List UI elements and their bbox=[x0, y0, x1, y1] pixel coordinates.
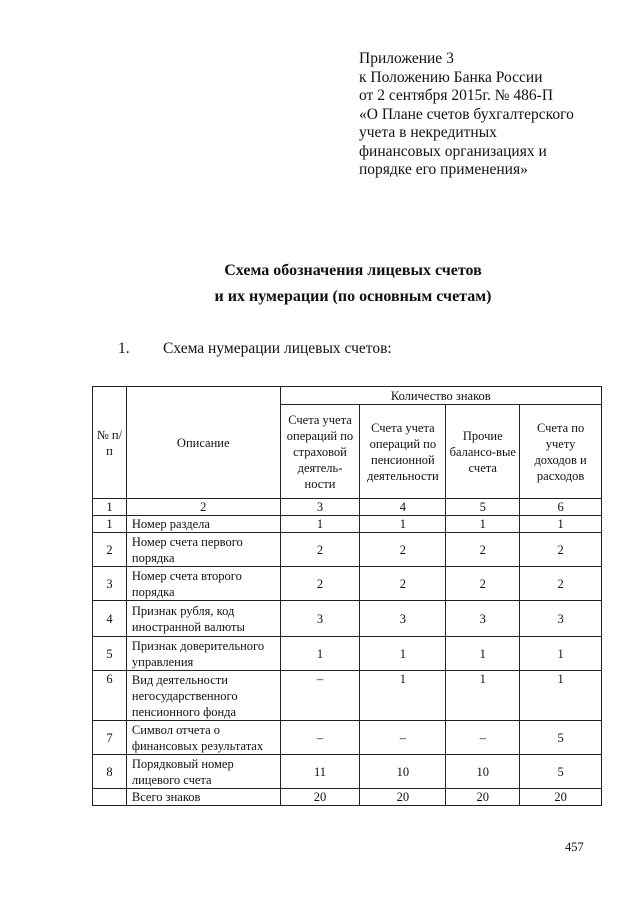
section-number: 1. bbox=[118, 340, 130, 357]
row-value: 2 bbox=[520, 533, 602, 567]
appendix-line: учета в некредитных bbox=[359, 124, 497, 141]
document-title-line-2: и их нумерации (по основным счетам) bbox=[214, 288, 492, 305]
row-value: 3 bbox=[360, 601, 446, 637]
row-value: – bbox=[360, 721, 446, 755]
row-description: Признак рубля, код иностранной валюты bbox=[126, 601, 280, 637]
row-number: 1 bbox=[93, 516, 127, 533]
row-value: 11 bbox=[280, 755, 360, 789]
row-description: Признак доверительного управления bbox=[126, 637, 280, 671]
row-value: 3 bbox=[280, 601, 360, 637]
row-description: Номер счета второго порядка bbox=[126, 567, 280, 601]
row-value: 2 bbox=[360, 533, 446, 567]
header-col-insurance: Счета учета операций по страховой деятель-ности bbox=[280, 405, 360, 499]
index-cell: 3 bbox=[280, 499, 360, 516]
row-number bbox=[93, 789, 127, 806]
appendix-line: от 2 сентября 2015г. № 486-П bbox=[359, 87, 554, 104]
row-value: 3 bbox=[520, 601, 602, 637]
row-description: Вид деятельности негосударственного пенсионного фонда bbox=[126, 671, 280, 721]
row-value: 2 bbox=[446, 533, 520, 567]
row-value: 10 bbox=[360, 755, 446, 789]
table-row bbox=[93, 516, 602, 533]
appendix-line: Приложение 3 bbox=[359, 50, 454, 67]
header-description: Описание bbox=[126, 387, 280, 499]
numbering-table bbox=[92, 386, 602, 806]
total-description: Всего знаков bbox=[126, 789, 280, 806]
row-number: 4 bbox=[93, 601, 127, 637]
page-number: 457 bbox=[565, 840, 584, 854]
row-value: – bbox=[280, 721, 360, 755]
total-row bbox=[93, 789, 602, 806]
header-num: № п/п bbox=[93, 387, 127, 499]
index-cell: 5 bbox=[446, 499, 520, 516]
row-number: 8 bbox=[93, 755, 127, 789]
row-value: 10 bbox=[446, 755, 520, 789]
section-text: Схема нумерации лицевых счетов: bbox=[163, 340, 392, 357]
row-value: 2 bbox=[280, 533, 360, 567]
row-value: 1 bbox=[280, 516, 360, 533]
index-cell: 2 bbox=[126, 499, 280, 516]
total-value: 20 bbox=[360, 789, 446, 806]
header-col-income: Счета по учету доходов и расходов bbox=[520, 405, 602, 499]
total-value: 20 bbox=[520, 789, 602, 806]
document-title-line-1: Схема обозначения лицевых счетов bbox=[224, 262, 482, 279]
index-cell: 6 bbox=[520, 499, 602, 516]
row-description: Номер счета первого порядка bbox=[126, 533, 280, 567]
total-value: 20 bbox=[446, 789, 520, 806]
row-value: – bbox=[280, 671, 360, 721]
index-cell: 1 bbox=[93, 499, 127, 516]
row-value: – bbox=[446, 721, 520, 755]
row-description: Номер раздела bbox=[126, 516, 280, 533]
row-description: Порядковый номер лицевого счета bbox=[126, 755, 280, 789]
table-row bbox=[93, 671, 602, 721]
header-col-other: Прочие балансо-вые счета bbox=[446, 405, 520, 499]
header-group: Количество знаков bbox=[280, 387, 601, 405]
table-header-row bbox=[93, 387, 602, 405]
row-value: 1 bbox=[360, 516, 446, 533]
row-value: 1 bbox=[520, 516, 602, 533]
row-value: 1 bbox=[446, 516, 520, 533]
appendix-reference bbox=[359, 50, 609, 180]
table-row bbox=[93, 721, 602, 755]
row-value: 2 bbox=[520, 567, 602, 601]
row-number: 5 bbox=[93, 637, 127, 671]
row-value: 2 bbox=[446, 567, 520, 601]
row-number: 6 bbox=[93, 671, 127, 721]
appendix-line: финансовых организациях и bbox=[359, 142, 547, 160]
table-row bbox=[93, 755, 602, 789]
index-row bbox=[93, 499, 602, 516]
row-value: 1 bbox=[520, 637, 602, 671]
table-row bbox=[93, 533, 602, 567]
appendix-line: к Положению Банка России bbox=[359, 68, 543, 86]
row-value: 3 bbox=[446, 601, 520, 637]
row-number: 7 bbox=[93, 721, 127, 755]
row-value: 5 bbox=[520, 721, 602, 755]
row-value: 1 bbox=[280, 637, 360, 671]
row-value: 1 bbox=[520, 671, 602, 721]
table-row bbox=[93, 601, 602, 637]
row-value: 2 bbox=[360, 567, 446, 601]
appendix-line: порядке его применения» bbox=[359, 161, 528, 178]
row-number: 3 bbox=[93, 567, 127, 601]
row-value: 2 bbox=[280, 567, 360, 601]
row-value: 1 bbox=[360, 671, 446, 721]
row-number: 2 bbox=[93, 533, 127, 567]
appendix-line: «О Плане счетов бухгалтерского bbox=[359, 105, 574, 123]
header-col-pension: Счета учета операций по пенсионной деятельности bbox=[360, 405, 446, 499]
row-value: 1 bbox=[446, 637, 520, 671]
index-cell: 4 bbox=[360, 499, 446, 516]
row-description: Символ отчета о финансовых результатах bbox=[126, 721, 280, 755]
table-row bbox=[93, 637, 602, 671]
row-value: 1 bbox=[446, 671, 520, 721]
table-row bbox=[93, 567, 602, 601]
total-value: 20 bbox=[280, 789, 360, 806]
row-value: 5 bbox=[520, 755, 602, 789]
row-value: 1 bbox=[360, 637, 446, 671]
